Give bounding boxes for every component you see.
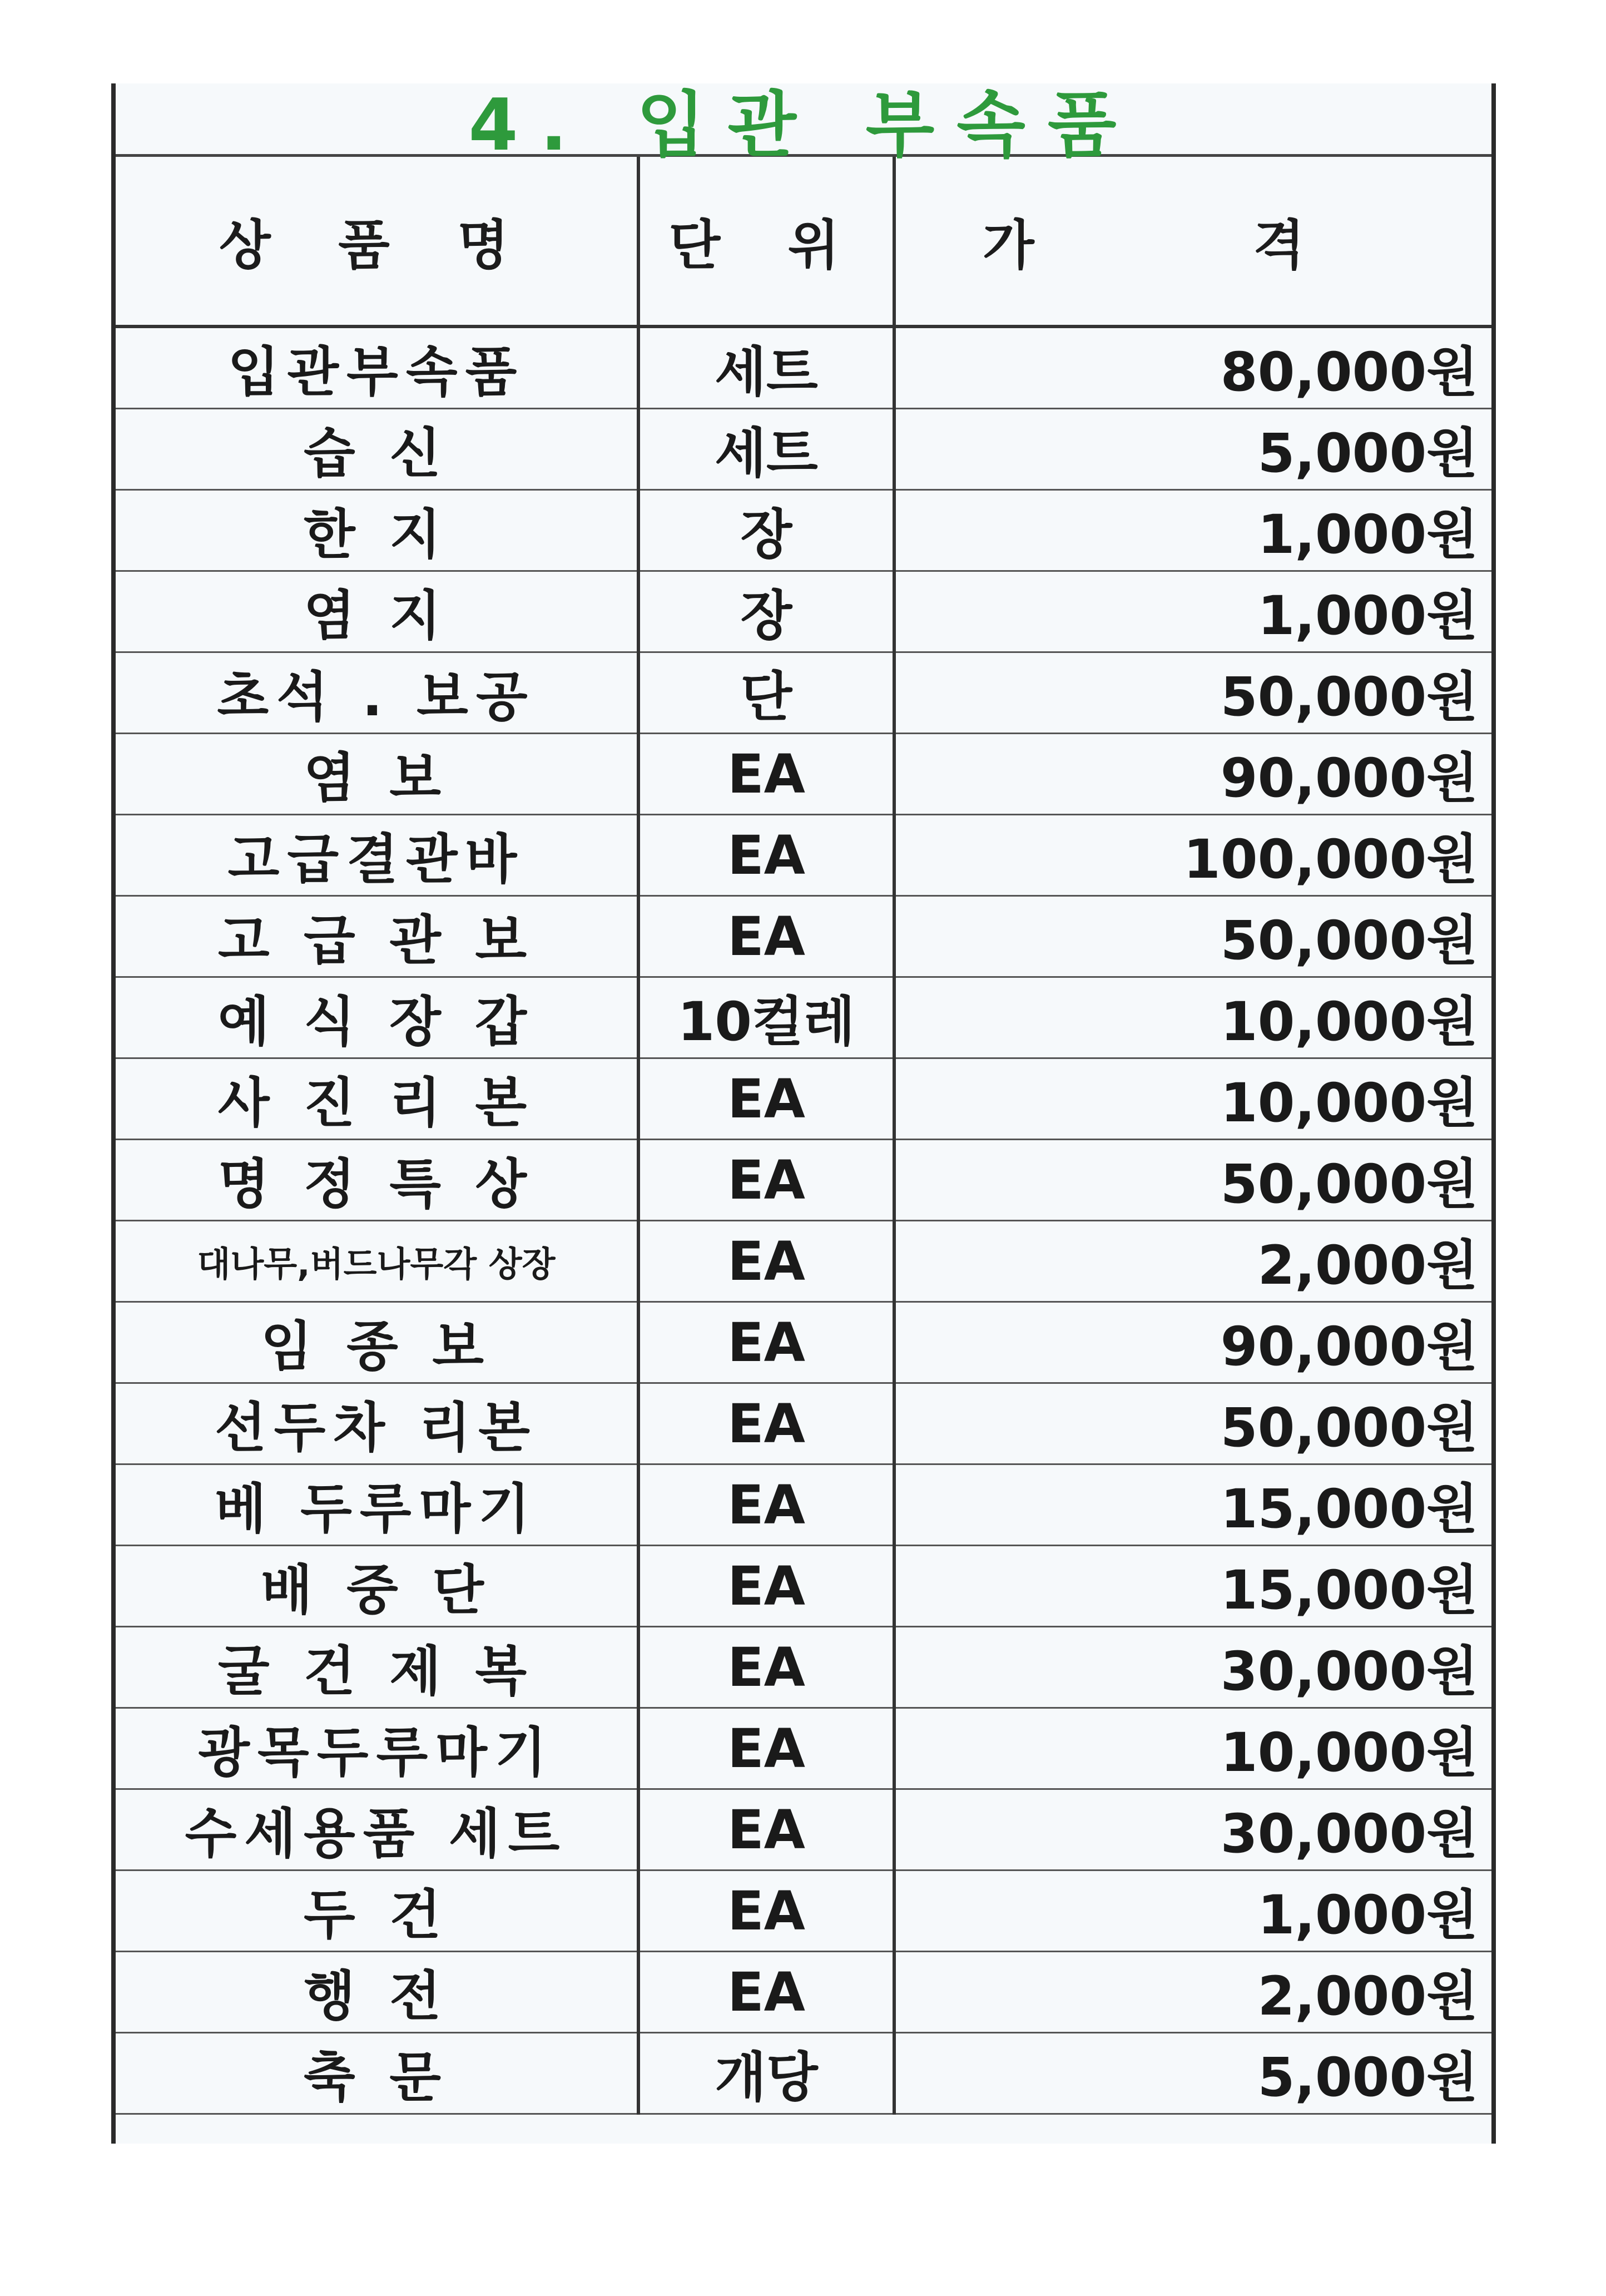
table-row — [116, 2033, 1491, 2114]
row-product-name: 습 신 — [116, 409, 638, 490]
table-row — [116, 1140, 1491, 1221]
row-product-name: 대나무,버드나무각 상장 — [116, 1221, 638, 1302]
table-row — [116, 652, 1491, 734]
row-unit: 단 — [638, 652, 894, 734]
row-price: 10,000원 — [894, 977, 1491, 1058]
row-price: 5,000원 — [894, 409, 1491, 490]
table-row — [116, 1302, 1491, 1383]
row-product-name: 염 보 — [116, 734, 638, 815]
row-product-name: 베 두루마기 — [116, 1464, 638, 1546]
row-price: 80,000원 — [894, 326, 1491, 409]
table-row — [116, 1221, 1491, 1302]
row-price: 50,000원 — [894, 896, 1491, 977]
row-product-name: 수세용품 세트 — [116, 1789, 638, 1871]
row-product-name: 사 진 리 본 — [116, 1058, 638, 1140]
row-price: 100,000원 — [894, 815, 1491, 896]
row-product-name: 두 건 — [116, 1871, 638, 1952]
row-unit: EA — [638, 1546, 894, 1627]
row-unit: EA — [638, 1627, 894, 1708]
header-price: 가 격 — [894, 157, 1491, 326]
sheet-right-border — [1491, 83, 1496, 2144]
header-unit: 단 위 — [638, 157, 894, 326]
table-row — [116, 326, 1491, 409]
table-row — [116, 815, 1491, 896]
table-row — [116, 1058, 1491, 1140]
row-unit: EA — [638, 1789, 894, 1871]
row-price: 10,000원 — [894, 1058, 1491, 1140]
row-unit: 세트 — [638, 326, 894, 409]
row-unit: 장 — [638, 571, 894, 652]
row-product-name: 광목두루마기 — [116, 1708, 638, 1789]
row-unit: EA — [638, 1708, 894, 1789]
table-row — [116, 1464, 1491, 1546]
table-row — [116, 734, 1491, 815]
row-price: 90,000원 — [894, 734, 1491, 815]
row-price: 5,000원 — [894, 2033, 1491, 2114]
row-unit: EA — [638, 1952, 894, 2033]
price-table — [116, 157, 1491, 2115]
table-row — [116, 1952, 1491, 2033]
row-unit: EA — [638, 1871, 894, 1952]
table-row — [116, 1546, 1491, 1627]
row-product-name: 축 문 — [116, 2033, 638, 2114]
table-header-row — [116, 157, 1491, 326]
row-product-name: 한 지 — [116, 490, 638, 571]
row-product-name: 굴 건 제 복 — [116, 1627, 638, 1708]
table-row — [116, 1383, 1491, 1464]
row-unit: EA — [638, 1140, 894, 1221]
row-price: 50,000원 — [894, 652, 1491, 734]
table-row — [116, 1627, 1491, 1708]
row-price: 10,000원 — [894, 1708, 1491, 1789]
row-unit: 세트 — [638, 409, 894, 490]
row-product-name: 고급결관바 — [116, 815, 638, 896]
row-unit: EA — [638, 1302, 894, 1383]
row-product-name: 행 전 — [116, 1952, 638, 2033]
row-product-name: 배 중 단 — [116, 1546, 638, 1627]
row-product-name: 초석 . 보공 — [116, 652, 638, 734]
row-unit: 10컬레 — [638, 977, 894, 1058]
row-price: 90,000원 — [894, 1302, 1491, 1383]
header-product-name: 상 품 명 — [116, 157, 638, 326]
row-price: 15,000원 — [894, 1464, 1491, 1546]
row-unit: 장 — [638, 490, 894, 571]
table-row — [116, 1708, 1491, 1789]
row-unit: EA — [638, 1383, 894, 1464]
table-row — [116, 571, 1491, 652]
row-unit: EA — [638, 896, 894, 977]
row-unit: 개당 — [638, 2033, 894, 2114]
table-row — [116, 896, 1491, 977]
row-product-name: 임 종 보 — [116, 1302, 638, 1383]
row-product-name: 예 식 장 갑 — [116, 977, 638, 1058]
table-row — [116, 1789, 1491, 1871]
row-price: 1,000원 — [894, 1871, 1491, 1952]
row-product-name: 입관부속품 — [116, 326, 638, 409]
row-unit: EA — [638, 815, 894, 896]
row-product-name: 고 급 관 보 — [116, 896, 638, 977]
row-price: 1,000원 — [894, 490, 1491, 571]
row-unit: EA — [638, 1058, 894, 1140]
table-row — [116, 409, 1491, 490]
row-price: 15,000원 — [894, 1546, 1491, 1627]
row-unit: EA — [638, 734, 894, 815]
row-price: 2,000원 — [894, 1221, 1491, 1302]
row-price: 30,000원 — [894, 1627, 1491, 1708]
row-price: 1,000원 — [894, 571, 1491, 652]
table-row — [116, 490, 1491, 571]
row-price: 30,000원 — [894, 1789, 1491, 1871]
row-price: 50,000원 — [894, 1140, 1491, 1221]
page-title: 4. 입관 부속품 — [116, 83, 1491, 157]
table-row — [116, 1871, 1491, 1952]
row-price: 2,000원 — [894, 1952, 1491, 2033]
row-unit: EA — [638, 1464, 894, 1546]
row-product-name: 명 정 특 상 — [116, 1140, 638, 1221]
row-price: 50,000원 — [894, 1383, 1491, 1464]
row-unit: EA — [638, 1221, 894, 1302]
row-product-name: 염 지 — [116, 571, 638, 652]
table-row — [116, 977, 1491, 1058]
row-product-name: 선두차 리본 — [116, 1383, 638, 1464]
sheet-left-border — [111, 83, 116, 2144]
